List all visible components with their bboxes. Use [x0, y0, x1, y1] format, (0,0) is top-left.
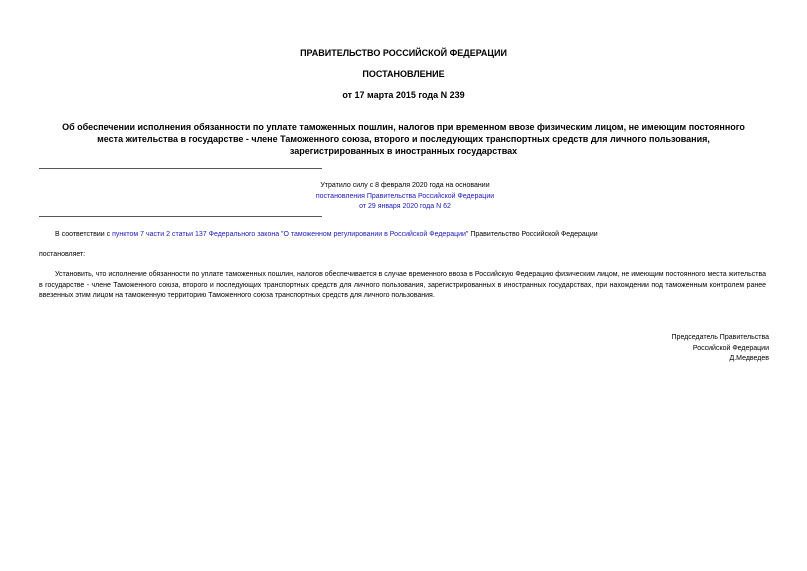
lapse-note-text: Утратило силу с 8 февраля 2020 года на основании — [320, 182, 490, 189]
lapse-link-decree[interactable]: постановления Правительства Российской Федерации — [315, 192, 495, 200]
resolves-label: постановляет: — [39, 251, 86, 258]
government-heading: ПРАВИТЕЛЬСТВО РОССИЙСКОЙ ФЕДЕРАЦИИ — [300, 48, 507, 58]
signature-block — [672, 333, 769, 365]
signature-country: Российской Федерации — [692, 344, 769, 352]
divider-top — [39, 168, 322, 169]
divider-bottom — [39, 216, 322, 217]
law-reference-link[interactable]: пунктом 7 части 2 статьи 137 Федерального закона "О таможенном регулировании в Российской Федерации" — [112, 231, 469, 238]
lapse-note — [307, 181, 503, 213]
resolution-paragraph: Установить, что исполнение обязанности по уплате таможенных пошлин, налогов обеспечивается в случае временного ввоза в Российскую Федерацию физическим лицом, не имеющим постоянного места жительства в государстве - члене Таможенного союза, второго и последующих транспортных средств для личного пользования, зарегистрированных в иностранных государствах, при нахождении под таможенным контролем ранее ввезенных этим лицом на таможенную территорию Таможенного союза транспортных средств для личного пользования. — [39, 271, 766, 299]
document-type: ПОСТАНОВЛЕНИЕ — [362, 69, 445, 79]
lapse-link-date[interactable]: от 29 января 2020 года N 62 — [359, 203, 451, 210]
document-date-number: от 17 марта 2015 года N 239 — [342, 90, 465, 100]
signature-position: Председатель Правительства — [671, 334, 769, 341]
preamble-paragraph — [55, 230, 775, 241]
document-title: Об обеспечении исполнения обязанности по уплате таможенных пошлин, налогов при временном ввозе физическим лицом, не имеющим постоянного места жительства в государстве - члене Таможенного союза, второго и последующих транспортных средств для личного пользования, зарегистрированных в иностранных государствах — [62, 122, 745, 156]
preamble-suffix: Правительство Российской Федерации — [468, 231, 598, 238]
preamble-prefix: В соответствии с — [55, 231, 113, 238]
signature-name: Д.Медведев — [729, 355, 769, 362]
